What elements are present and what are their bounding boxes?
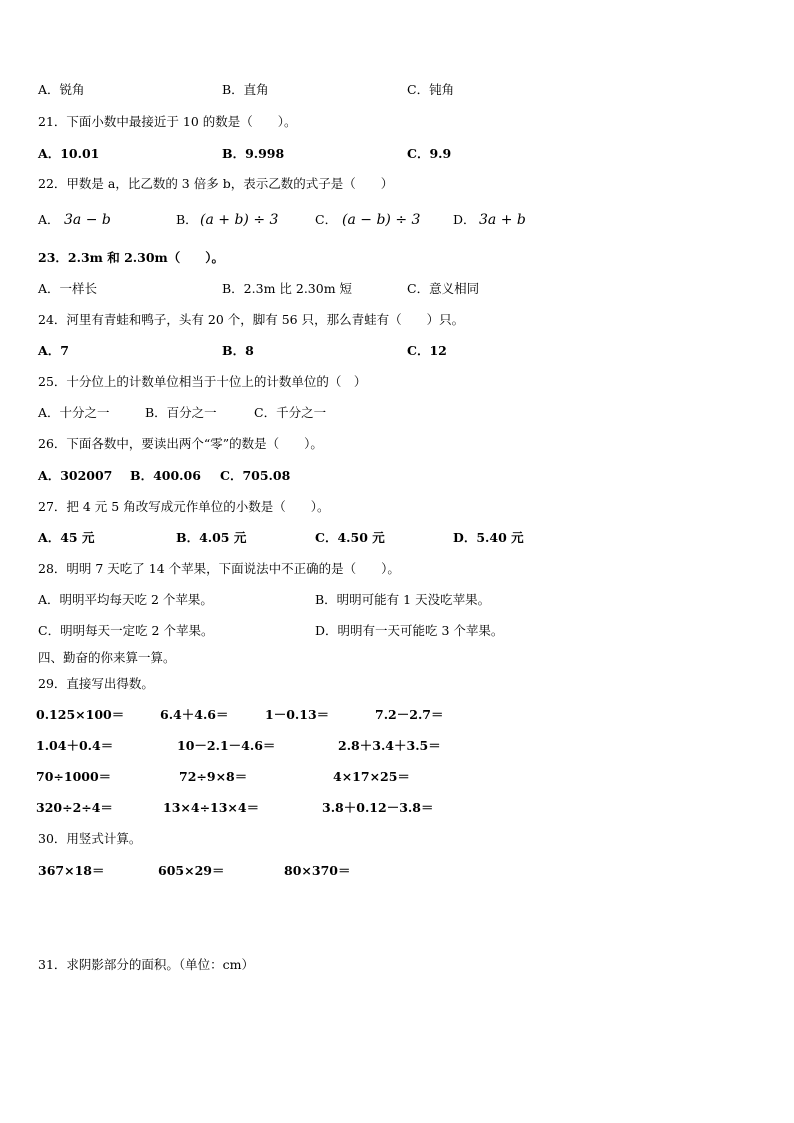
q25-stem-text: 25．十分位上的计数单位相当于十位上的计数单位的（ ） bbox=[38, 374, 367, 389]
q26-stem-text: 26．下面各数中，要读出两个“零”的数是（ ）。 bbox=[38, 436, 323, 451]
q31-stem-text: 31．求阴影部分的面积。（单位：cm） bbox=[38, 957, 255, 972]
q20-option-c: C．钝角 bbox=[407, 82, 455, 97]
q21-option-a: A．10.01 bbox=[38, 146, 100, 161]
q29-item: 2.8＋3.4＋3.5＝ bbox=[338, 738, 441, 753]
q29-row-1 bbox=[36, 705, 764, 725]
q30-item: 605×29＝ bbox=[158, 863, 225, 878]
q29-item: 4×17×25＝ bbox=[333, 769, 410, 784]
q29-stem-text: 29．直接写出得数。 bbox=[38, 676, 154, 691]
q22-options bbox=[38, 210, 764, 230]
q23-option-a: A．一样长 bbox=[38, 281, 98, 296]
q25-options bbox=[38, 403, 764, 423]
q29-item: 6.4＋4.6＝ bbox=[160, 707, 229, 722]
q24-stem-text: 24．河里有青蛙和鸭子，头有 20 个，脚有 56 只，那么青蛙有（ ）只。 bbox=[38, 312, 465, 327]
q29-stem bbox=[38, 674, 764, 694]
q30-stem-text: 30．用竖式计算。 bbox=[38, 831, 142, 846]
q21-stem bbox=[38, 112, 764, 132]
q27-option-d: D．5.40 元 bbox=[453, 530, 524, 545]
section-4-title: 四、勤奋的你来算一算。 bbox=[38, 650, 176, 665]
q25-option-c: C．千分之一 bbox=[254, 405, 327, 420]
q23-stem bbox=[38, 248, 764, 268]
q29-row-2 bbox=[36, 736, 764, 756]
q20-options bbox=[38, 80, 764, 100]
q22-option-d-label: D． bbox=[453, 212, 476, 227]
q22-option-d-expr: 3a + b bbox=[479, 212, 526, 228]
q30-stem bbox=[38, 829, 764, 849]
q29-item: 320÷2÷4＝ bbox=[36, 800, 113, 815]
q30-item: 80×370＝ bbox=[284, 863, 351, 878]
q30-items bbox=[38, 861, 764, 881]
q22-stem-text: 22．甲数是 a，比乙数的 3 倍多 b，表示乙数的式子是（ ） bbox=[38, 176, 394, 191]
q24-option-a: A．7 bbox=[38, 343, 69, 358]
q22-option-a-expr: 3a − b bbox=[64, 212, 111, 228]
q24-stem bbox=[38, 310, 764, 330]
q29-row-3 bbox=[36, 767, 764, 787]
q29-item: 13×4÷13×4＝ bbox=[163, 800, 260, 815]
q23-stem-text: 23．2.3m 和 2.30m（ ）。 bbox=[38, 250, 224, 265]
q29-item: 10－2.1－4.6＝ bbox=[177, 738, 276, 753]
q27-options bbox=[38, 528, 764, 548]
q26-options bbox=[38, 466, 764, 486]
q28-option-b: B．明明可能有 1 天没吃苹果。 bbox=[315, 592, 491, 607]
q25-option-a: A．十分之一 bbox=[38, 405, 110, 420]
q29-row-4 bbox=[36, 798, 764, 818]
q28-option-a: A．明明平均每天吃 2 个苹果。 bbox=[38, 592, 213, 607]
q28-stem-text: 28．明明 7 天吃了 14 个苹果，下面说法中不正确的是（ ）。 bbox=[38, 561, 400, 576]
q21-options bbox=[38, 144, 764, 164]
q29-item: 7.2－2.7＝ bbox=[375, 707, 444, 722]
q26-option-c: C．705.08 bbox=[220, 468, 291, 483]
q22-option-c-expr: (a − b) ÷ 3 bbox=[342, 212, 421, 228]
q21-option-c: C．9.9 bbox=[407, 146, 452, 161]
q29-item: 3.8＋0.12－3.8＝ bbox=[322, 800, 434, 815]
q29-item: 70÷1000＝ bbox=[36, 769, 112, 784]
q25-option-b: B．百分之一 bbox=[145, 405, 217, 420]
q28-option-c: C．明明每天一定吃 2 个苹果。 bbox=[38, 623, 214, 638]
q27-option-b: B．4.05 元 bbox=[176, 530, 247, 545]
q23-options bbox=[38, 279, 764, 299]
q30-item: 367×18＝ bbox=[38, 863, 105, 878]
q23-option-b: B．2.3m 比 2.30m 短 bbox=[222, 281, 353, 296]
q24-option-c: C．12 bbox=[407, 343, 447, 358]
q31-stem bbox=[38, 955, 764, 975]
q27-stem-text: 27．把 4 元 5 角改写成元作单位的小数是（ ）。 bbox=[38, 499, 330, 514]
q22-option-c-label: C． bbox=[315, 212, 338, 227]
q23-option-c: C．意义相同 bbox=[407, 281, 480, 296]
q22-option-a-label: A． bbox=[38, 212, 60, 227]
q22-option-b-expr: (a + b) ÷ 3 bbox=[200, 212, 279, 228]
q21-option-b: B．9.998 bbox=[222, 146, 285, 161]
q22-stem bbox=[38, 174, 764, 194]
q20-option-a: A．锐角 bbox=[38, 82, 85, 97]
q26-option-b: B．400.06 bbox=[130, 468, 201, 483]
q25-stem bbox=[38, 372, 764, 392]
q24-options bbox=[38, 341, 764, 361]
q28-options-row2 bbox=[38, 621, 764, 641]
q26-option-a: A．302007 bbox=[38, 468, 113, 483]
q20-option-b: B．直角 bbox=[222, 82, 269, 97]
q28-option-d: D．明明有一天可能吃 3 个苹果。 bbox=[315, 623, 504, 638]
q27-stem bbox=[38, 497, 764, 517]
q26-stem bbox=[38, 434, 764, 454]
q28-stem bbox=[38, 559, 764, 579]
q29-item: 1.04＋0.4＝ bbox=[36, 738, 114, 753]
q29-item: 72÷9×8＝ bbox=[179, 769, 248, 784]
q21-stem-text: 21．下面小数中最接近于 10 的数是（ ）。 bbox=[38, 114, 297, 129]
q27-option-c: C．4.50 元 bbox=[315, 530, 385, 545]
section-heading bbox=[38, 648, 764, 668]
q28-options-row1 bbox=[38, 590, 764, 610]
q29-item: 1－0.13＝ bbox=[265, 707, 330, 722]
q22-option-b-label: B． bbox=[176, 212, 198, 227]
q24-option-b: B．8 bbox=[222, 343, 254, 358]
q29-item: 0.125×100＝ bbox=[36, 707, 125, 722]
q27-option-a: A．45 元 bbox=[38, 530, 95, 545]
